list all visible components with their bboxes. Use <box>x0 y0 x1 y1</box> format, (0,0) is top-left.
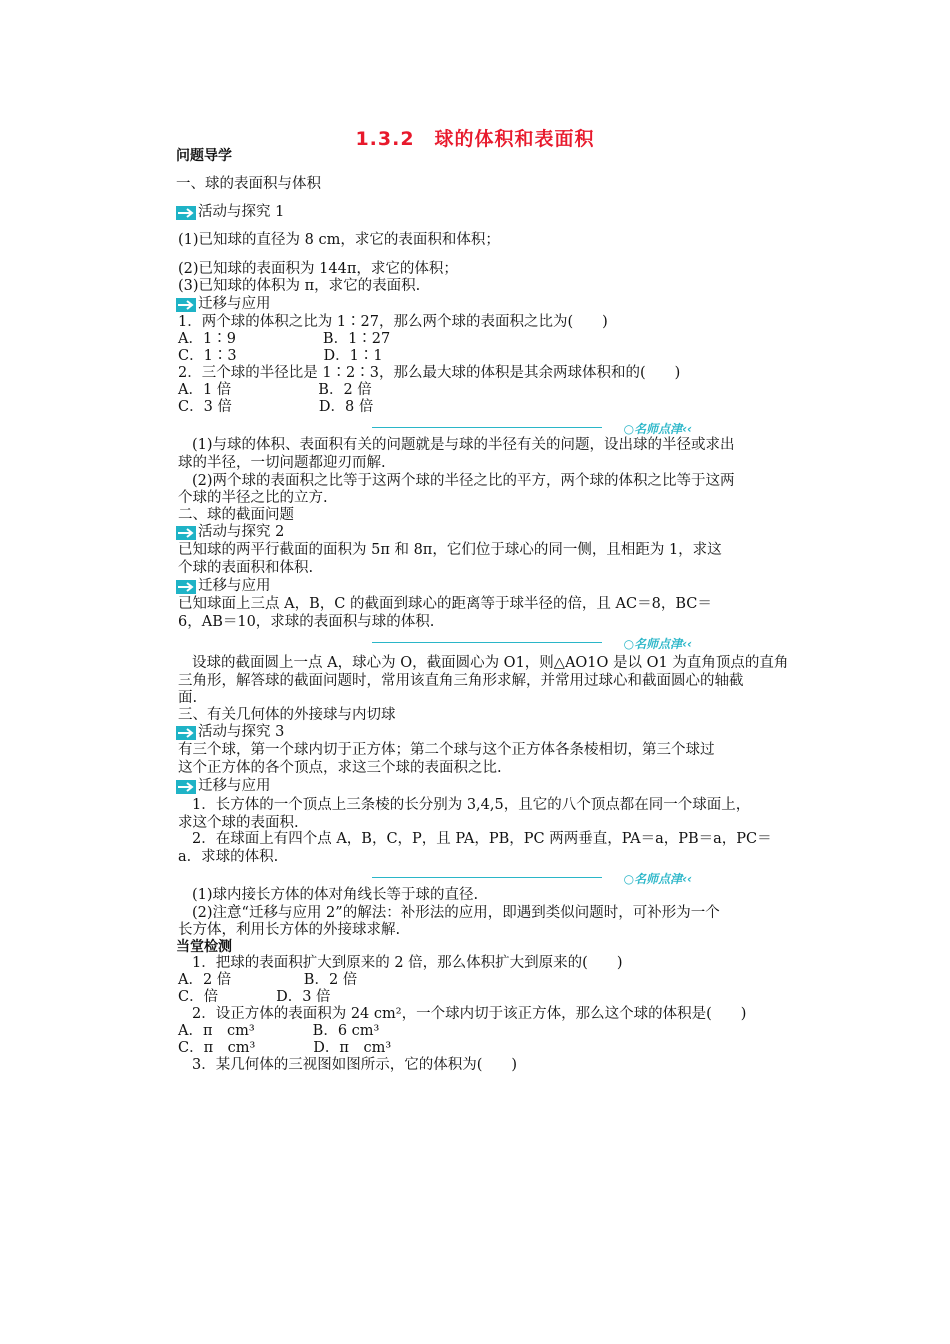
text-line: (1)与球的体积、表面积有关的问题就是与球的半径有关的问题，设出球的半径或求出 <box>192 437 735 453</box>
arrow-right-icon <box>176 298 196 312</box>
tip-badge: ○名师点津‹‹ <box>623 872 692 886</box>
text-line: (1)已知球的直径为 8 cm，求它的表面积和体积； <box>178 232 500 248</box>
text-line: (3)已知球的体积为 π，求它的表面积. <box>178 278 421 294</box>
tip-divider <box>372 635 692 649</box>
text-line: 个球的半径之比的立方. <box>178 490 328 506</box>
section-heading: 当堂检测 <box>176 939 232 955</box>
text-line: 2．在球面上有四个点 A，B，C，P，且 PA，PB，PC 两两垂直，PA＝a，PB＝a，PC＝ <box>192 831 772 847</box>
question-line: 2．三个球的半径比是 1∶2∶3，那么最大球的体积是其余两球体积和的( ) <box>178 365 681 381</box>
section-title: 二、球的截面问题 <box>178 507 294 523</box>
option-line: C．倍 D．3 倍 <box>178 989 331 1005</box>
text-line: 长方体，利用长方体的外接球求解. <box>178 922 401 938</box>
practice-tag <box>176 778 271 795</box>
option-line: C．π cm³ D．π cm³ <box>178 1040 392 1056</box>
section-title: 三、有关几何体的外接球与内切球 <box>178 707 396 723</box>
text-line: (1)球内接长方体的体对角线长等于球的直径. <box>192 887 479 903</box>
activity-tag <box>176 724 284 741</box>
text-line: 有三个球，第一个球内切于正方体；第二个球与这个正方体各条棱相切，第三个球过 <box>178 742 715 758</box>
text-line: 1．长方体的一个顶点上三条棱的长分别为 3,4,5，且它的八个顶点都在同一个球面上， <box>192 797 751 813</box>
tip-badge: ○名师点津‹‹ <box>623 422 692 436</box>
option-line: A．1∶9 B．1∶27 <box>178 331 391 347</box>
option-line: C．3 倍 D．8 倍 <box>178 399 374 415</box>
question-line: 3．某几何体的三视图如图所示，它的体积为( ) <box>192 1057 518 1073</box>
tag-label: 活动与探究 2 <box>198 524 285 540</box>
text-line: 已知球的两平行截面的面积为 5π 和 8π，它们位于球心的同一侧，且相距为 1，求这 <box>178 542 722 558</box>
arrow-right-icon <box>176 206 196 220</box>
page-title: 1.3.2 球的体积和表面积 <box>355 128 595 150</box>
tip-divider <box>372 870 692 884</box>
question-line: 1．两个球的体积之比为 1∶27，那么两个球的表面积之比为( ) <box>178 314 608 330</box>
text-line: 设球的截面圆上一点 A，球心为 O，截面圆心为 O1，则△AO1O 是以 O1 为直角顶点的直角 <box>192 655 789 671</box>
text-line: a．求球的体积. <box>178 849 279 865</box>
section-heading: 问题导学 <box>176 148 232 164</box>
practice-tag <box>176 296 271 313</box>
activity-tag <box>176 204 284 221</box>
question-line: 1．把球的表面积扩大到原来的 2 倍，那么体积扩大到原来的( ) <box>192 955 623 971</box>
arrow-right-icon <box>176 726 196 740</box>
text-line: 个球的表面积和体积. <box>178 560 314 576</box>
option-line: C．1∶3 D．1∶1 <box>178 348 383 364</box>
text-line: 求这个球的表面积. <box>178 815 299 831</box>
tag-label: 迁移与应用 <box>198 778 271 794</box>
question-line: 2．设正方体的表面积为 24 cm²，一个球内切于该正方体，那么这个球的体积是( ) <box>192 1006 747 1022</box>
text-line: (2)已知球的表面积为 144π，求它的体积； <box>178 261 458 277</box>
practice-tag <box>176 578 271 595</box>
text-line: (2)两个球的表面积之比等于这两个球的半径之比的平方，两个球的体积之比等于这两 <box>192 473 735 489</box>
text-line: 三角形，解答球的截面问题时，常用该直角三角形求解，并常用过球心和截面圆心的轴截 <box>178 673 744 689</box>
text-line: 面. <box>178 690 198 706</box>
option-line: A．2 倍 B．2 倍 <box>178 972 358 988</box>
tip-divider <box>372 420 692 434</box>
tip-badge: ○名师点津‹‹ <box>623 637 692 651</box>
arrow-right-icon <box>176 580 196 594</box>
section-title: 一、球的表面积与体积 <box>176 176 321 192</box>
activity-tag <box>176 524 284 541</box>
tag-label: 活动与探究 1 <box>198 204 285 220</box>
text-line: 球的半径，一切问题都迎刃而解. <box>178 455 386 471</box>
text-line: (2)注意“迁移与应用 2”的解法：补形法的应用，即遇到类似问题时，可补形为一个 <box>192 905 720 921</box>
text-line: 这个正方体的各个顶点，求这三个球的表面积之比. <box>178 760 502 776</box>
arrow-right-icon <box>176 526 196 540</box>
tag-label: 迁移与应用 <box>198 296 271 312</box>
text-line: 6，AB＝10，求球的表面积与球的体积. <box>178 614 435 630</box>
option-line: A．π cm³ B．6 cm³ <box>178 1023 380 1039</box>
tag-label: 迁移与应用 <box>198 578 271 594</box>
option-line: A．1 倍 B．2 倍 <box>178 382 372 398</box>
text-line: 已知球面上三点 A，B，C 的截面到球心的距离等于球半径的倍，且 AC＝8，BC＝ <box>178 596 712 612</box>
tag-label: 活动与探究 3 <box>198 724 285 740</box>
arrow-right-icon <box>176 780 196 794</box>
